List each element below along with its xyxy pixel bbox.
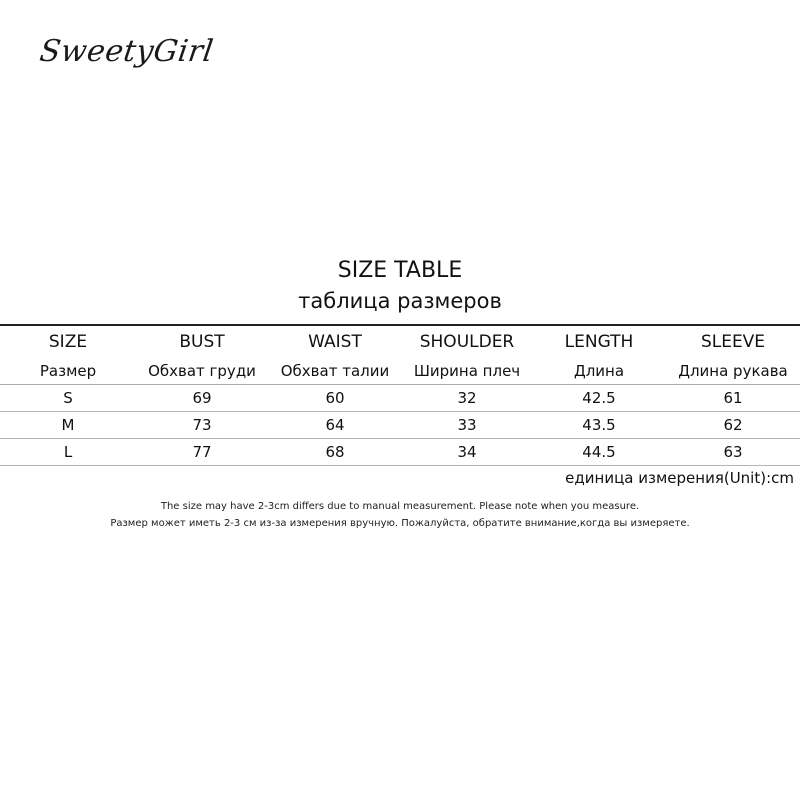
cell-shoulder: 33 (402, 412, 532, 439)
header-sleeve-ru: Длина рукава (666, 357, 800, 385)
header-size-ru: Размер (0, 357, 136, 385)
brand-logo: SweetyGirl (37, 34, 216, 69)
cell-bust: 69 (136, 385, 268, 412)
cell-sleeve: 63 (666, 439, 800, 466)
header-size: SIZE (0, 325, 136, 357)
title-block (0, 256, 800, 316)
cell-size: M (0, 412, 136, 439)
measurement-note-en: The size may have 2-3cm differs due to manual measurement. Please note when you measure. (160, 501, 640, 512)
header-shoulder: SHOULDER (402, 325, 532, 357)
table-row (0, 412, 800, 439)
header-waist: WAIST (268, 325, 402, 357)
table-row (0, 385, 800, 412)
unit-note: единица измерения(Unit):cm (565, 469, 794, 487)
cell-length: 43.5 (532, 412, 666, 439)
cell-waist: 60 (268, 385, 402, 412)
header-bust-ru: Обхват груди (136, 357, 268, 385)
cell-length: 44.5 (532, 439, 666, 466)
cell-sleeve: 61 (666, 385, 800, 412)
header-length-ru: Длина (532, 357, 666, 385)
size-table (0, 324, 800, 466)
header-row-ru (0, 357, 800, 385)
measurement-note-ru: Размер может иметь 2-3 см из-за измерения вручную. Пожалуйста, обратите внимание,когда вы измеряете. (110, 518, 690, 529)
header-length: LENGTH (532, 325, 666, 357)
cell-bust: 77 (136, 439, 268, 466)
cell-sleeve: 62 (666, 412, 800, 439)
cell-length: 42.5 (532, 385, 666, 412)
table-title-en: SIZE TABLE (337, 258, 463, 283)
cell-size: S (0, 385, 136, 412)
header-waist-ru: Обхват талии (268, 357, 402, 385)
cell-waist: 68 (268, 439, 402, 466)
cell-shoulder: 32 (402, 385, 532, 412)
cell-shoulder: 34 (402, 439, 532, 466)
header-shoulder-ru: Ширина плеч (402, 357, 532, 385)
cell-size: L (0, 439, 136, 466)
cell-waist: 64 (268, 412, 402, 439)
header-bust: BUST (136, 325, 268, 357)
header-sleeve: SLEEVE (666, 325, 800, 357)
table-row (0, 439, 800, 466)
table-title-ru: таблица размеров (298, 289, 502, 313)
header-row-en (0, 325, 800, 357)
cell-bust: 73 (136, 412, 268, 439)
